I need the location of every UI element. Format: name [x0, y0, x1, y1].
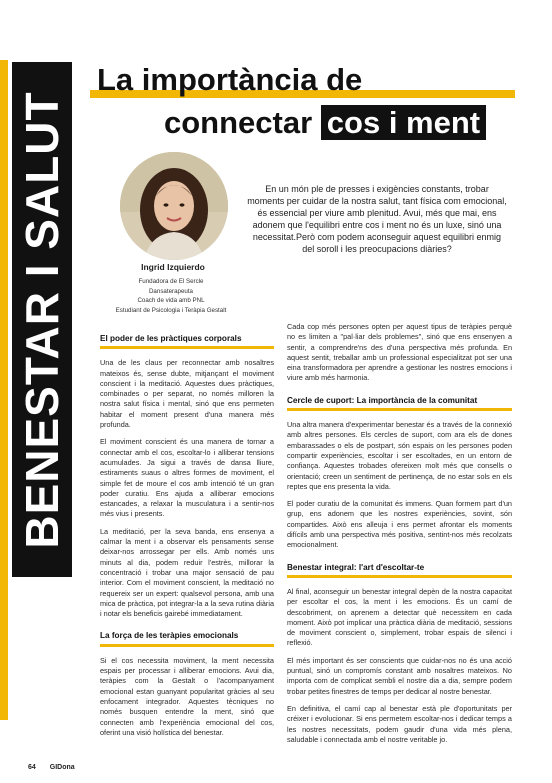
section-heading: Benestar integral: l'art d'escoltar-te — [287, 563, 512, 578]
paragraph: El moviment conscient és una manera de tornar a connectar amb el cos, escoltar-lo i alliberar tensions acumulades. Ja sigui a través de dansa lliure, estiraments suaus o altres formes de moviment, el simple fet de moure el cos amb intenció té un gran poder curatiu. Ens ajuda a alliberar emocions estancades, a relaxar la musculatura i a sentir-nos més vius i presents. — [100, 437, 274, 519]
right-column — [287, 322, 512, 752]
author-photo — [120, 152, 228, 260]
paragraph: Una de les claus per reconnectar amb nosaltres mateixos és, sense dubte, mitjançant el moviment conscient i la meditació. Aquestes dues pràctiques, combinades o per separat, no només milloren la nostra salut física i mental, sinó que ens permeten habitar el moment present d'una manera més profunda. — [100, 358, 274, 430]
paragraph: El més important és ser conscients que cuidar-nos no és una acció puntual, sinó un compromís constant amb nosaltres mateixos. No importa com de complicat sembli el nostre dia a dia, sempre podem trobar petites finestres de temps per dedicar al nostre benestar. — [287, 655, 512, 696]
section-heading: La força de les teràpies emocionals — [100, 631, 274, 646]
paragraph: Una altra manera d'experimentar benestar és a través de la connexió amb altres persones. Els cercles de suport, com ara els de dones embarassades o els de postpart, són espais on les persones poden compartir experiències, escoltar i ser escoltades, en un entorn de confiança. Aquestes trobades ofereixen molt més que consells o orientació; creen un sentiment de pertinença, de no estar sols en els reptes que ens presenta la vida. — [287, 420, 512, 491]
paragraph: Si el cos necessita moviment, la ment necessita espais per processar i alliberar emocions. Avui dia, teràpies com la Gestalt o l'acompanyament emocional estan guanyant popularitat gràcies al seu enfocament integrador. Aquestes tècniques no només busquen entendre la ment, sinó que connecten amb l'experiència emocional del cos, oferint una visió holística del benestar. — [100, 655, 274, 737]
paragraph: La meditació, per la seva banda, ens ensenya a calmar la ment i a observar els pensaments sense deixar-nos arrossegar per ells. Amb només uns minuts al dia, podem reduir l'estrès, millorar la concentració i trobar una major sensació de pau interior. Com el moviment conscient, la meditació no requereix ser un expert: qualsevol persona, amb una mica de pràctica, pot integrar-la a la seva rutina diària i notar els beneficis gairebé immediatament. — [100, 526, 274, 619]
author-portrait-icon — [120, 152, 228, 260]
author-role: Fundadora de El Sercle — [138, 278, 204, 285]
author-name: Ingrid Izquierdo — [141, 262, 205, 272]
title-highlight: cos i ment — [321, 105, 486, 140]
left-column — [100, 322, 274, 745]
title-plain: connectar — [164, 105, 313, 140]
page-footer — [28, 764, 75, 771]
section-heading: El poder de les pràctiques corporals — [100, 334, 274, 349]
paragraph: En definitiva, el camí cap al benestar està ple d'oportunitats per créixer i evolucionar. Si ens permetem escoltar-nos i dedicar temps a les nostres necessitats, podem gaudir d'una vida més plena, saludable i connectada amb el nostre veritable jo. — [287, 703, 512, 744]
section-heading: Cercle de cuport: La importància de la comunitat — [287, 396, 512, 411]
section-label: BENESTAR I SALUT — [16, 91, 68, 549]
paragraph: El poder curatiu de la comunitat és immens. Quan formem part d'un grup, ens adonem que les nostres experiències, sovint, són compartides. Això ens alleuja i ens permet afrontar els moments difícils amb una perspectiva més positiva, sentint-nos més recolzats emocionalment. — [287, 499, 512, 550]
author-role: Coach de vida amb PNL — [137, 297, 205, 305]
magazine-brand: GIDona — [49, 764, 75, 771]
author-role: Estudiant de Psicologia i Teràpia Gestalt — [115, 307, 227, 315]
paragraph: Al final, aconseguir un benestar integral depèn de la nostra capacitat per escoltar el cos, la ment i les emocions. És un camí de descobriment, on aprenem a detectar què necessitem en cada moment. Això pot implicar una pràctica diària de meditació, sessions de moviment conscient o, simplement, trobar espais de silenci i reflexió. — [287, 586, 512, 648]
page-number: 64 — [28, 764, 36, 771]
article-title-line1: La importància de — [97, 62, 363, 97]
author-roles — [90, 277, 252, 316]
accent-side-band — [0, 60, 8, 720]
author-role: Dansaterapeuta — [148, 287, 194, 295]
article-intro: En un món ple de presses i exigències constants, trobar moments per cuidar de la nostra salut, tant física com emocional, és essencial per viure amb plenitud. Avui, més que mai, ens adonem que l'equilibri entre cos i ment no és un luxe, sinó una necessitat.Però com podem aconseguir aquest equilibri enmig del soroll i les preocupacions diàries? — [247, 184, 507, 254]
article-title-line2 — [164, 107, 486, 138]
paragraph: Cada cop més persones opten per aquest tipus de teràpies perquè no es limiten a "pal·liar dels problemes", sinó que ens ensenyen a sentir, a comprendre'ns des d'una perspectiva més profunda. En aquest sentit, treballar amb un professional especialitzat pot ser una eina transformadora per aprendre a gestionar les nostres emocions i viure amb més harmonia. — [287, 322, 512, 383]
